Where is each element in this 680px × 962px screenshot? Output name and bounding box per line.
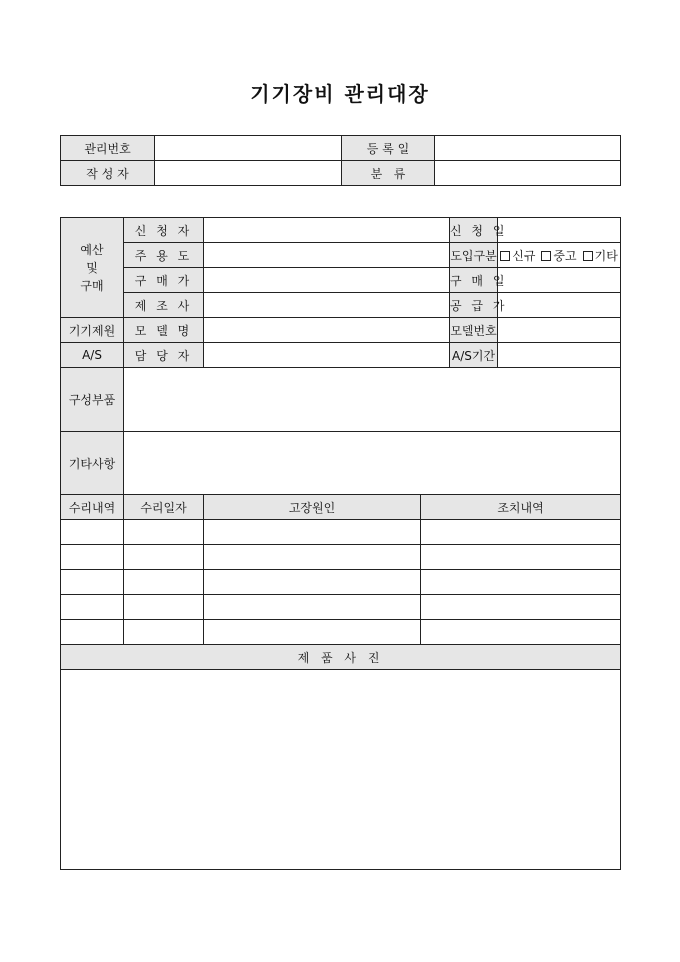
repair-cell[interactable] — [204, 520, 421, 545]
repair-cell[interactable] — [124, 595, 204, 620]
repair-cell[interactable] — [204, 595, 421, 620]
repair-cell[interactable] — [61, 620, 124, 645]
person-label: 담 당 자 — [124, 343, 204, 368]
reg-date-field[interactable] — [435, 136, 621, 161]
apply-date-label: 신 청 일 — [450, 218, 498, 243]
manufacturer-field[interactable] — [204, 293, 450, 318]
checkbox-icon — [541, 251, 551, 261]
intro-option-new[interactable]: 신규 — [500, 249, 535, 263]
main-table — [60, 217, 621, 870]
intro-option-used[interactable]: 중고 — [541, 249, 576, 263]
purchase-price-label: 구 매 가 — [124, 268, 204, 293]
repair-cell[interactable] — [61, 595, 124, 620]
budget-group-line-1: 예산 — [80, 242, 104, 257]
repair-cell[interactable] — [124, 545, 204, 570]
parts-label: 구성부품 — [61, 368, 124, 432]
applicant-field[interactable] — [204, 218, 450, 243]
category-label: 분 류 — [342, 161, 435, 186]
person-field[interactable] — [204, 343, 450, 368]
repair-cell[interactable] — [61, 570, 124, 595]
remarks-label: 기타사항 — [61, 432, 124, 495]
repair-cell[interactable] — [204, 570, 421, 595]
as-period-field[interactable] — [498, 343, 621, 368]
model-no-label: 모델번호 — [450, 318, 498, 343]
page-title: 기기장비 관리대장 — [250, 82, 430, 106]
photo-header: 제 품 사 진 — [61, 645, 621, 670]
mgmt-no-field[interactable] — [155, 136, 342, 161]
action-header: 조치내역 — [421, 495, 621, 520]
repair-cell[interactable] — [421, 545, 621, 570]
intro-type-label: 도입구분 — [450, 243, 498, 268]
as-label: A/S — [61, 343, 124, 368]
remarks-field[interactable] — [124, 432, 621, 495]
purchase-date-label: 구 매 일 — [450, 268, 498, 293]
intro-type-options — [498, 243, 621, 268]
as-period-label: A/S기간 — [450, 343, 498, 368]
repair-cell[interactable] — [124, 520, 204, 545]
repair-cell[interactable] — [204, 545, 421, 570]
writer-field[interactable] — [155, 161, 342, 186]
repair-cell[interactable] — [124, 620, 204, 645]
main-use-label: 주 용 도 — [124, 243, 204, 268]
supplier-label: 공 급 가 — [450, 293, 498, 318]
repair-cell[interactable] — [421, 620, 621, 645]
manufacturer-label: 제 조 사 — [124, 293, 204, 318]
repair-cell[interactable] — [421, 595, 621, 620]
repair-cell[interactable] — [61, 520, 124, 545]
budget-group-line-2: 및 — [86, 260, 98, 275]
writer-label: 작 성 자 — [61, 161, 155, 186]
purchase-price-field[interactable] — [204, 268, 450, 293]
spec-label: 기기제원 — [61, 318, 124, 343]
parts-field[interactable] — [124, 368, 621, 432]
mgmt-no-label: 관리번호 — [61, 136, 155, 161]
repair-cell[interactable] — [124, 570, 204, 595]
repair-row — [61, 545, 621, 570]
category-field[interactable] — [435, 161, 621, 186]
purchase-date-field[interactable] — [498, 268, 621, 293]
failure-cause-header: 고장원인 — [204, 495, 421, 520]
budget-group-line-3: 구매 — [80, 278, 104, 293]
checkbox-icon — [583, 251, 593, 261]
intro-option-other[interactable]: 기타 — [583, 249, 618, 263]
main-use-field[interactable] — [204, 243, 450, 268]
repair-cell[interactable] — [204, 620, 421, 645]
applicant-label: 신 청 자 — [124, 218, 204, 243]
repair-cell[interactable] — [61, 545, 124, 570]
repair-cell[interactable] — [421, 520, 621, 545]
repair-date-header: 수리일자 — [124, 495, 204, 520]
checkbox-icon — [500, 251, 510, 261]
supplier-field[interactable] — [498, 293, 621, 318]
budget-group-label — [61, 218, 124, 318]
reg-date-label: 등 록 일 — [342, 136, 435, 161]
repair-row — [61, 520, 621, 545]
repair-row — [61, 620, 621, 645]
model-name-label: 모 델 명 — [124, 318, 204, 343]
repair-history-label: 수리내역 — [61, 495, 124, 520]
apply-date-field[interactable] — [498, 218, 621, 243]
repair-row — [61, 595, 621, 620]
model-no-field[interactable] — [498, 318, 621, 343]
photo-area[interactable] — [61, 670, 621, 870]
repair-row — [61, 570, 621, 595]
model-name-field[interactable] — [204, 318, 450, 343]
repair-cell[interactable] — [421, 570, 621, 595]
header-table — [60, 135, 621, 186]
